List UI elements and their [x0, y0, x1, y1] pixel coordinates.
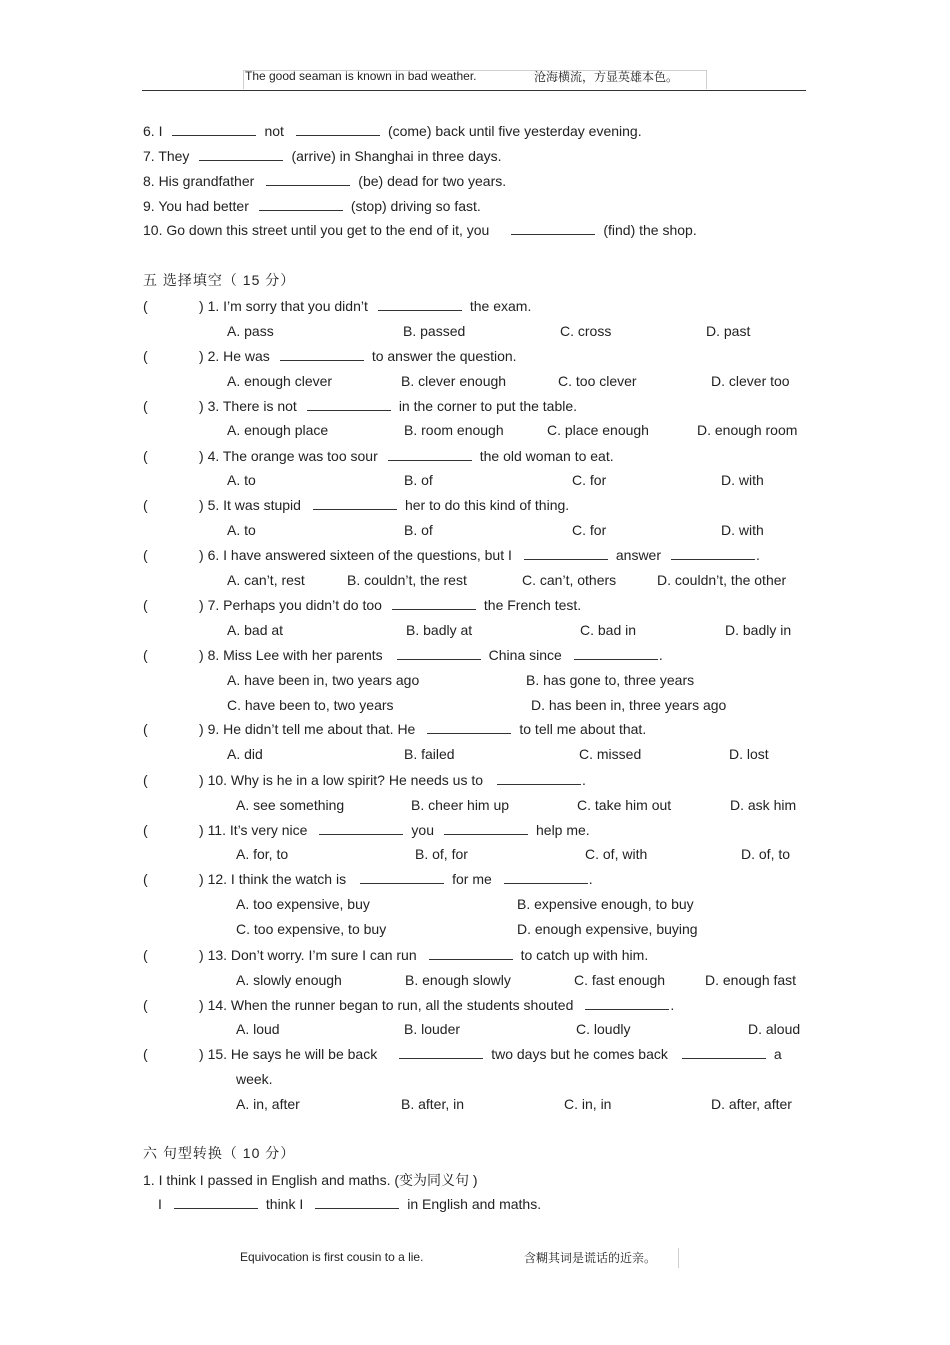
verb-item-9: 9. You had better (stop) driving so fast. — [143, 198, 481, 214]
answer-blank[interactable] — [307, 399, 391, 411]
paren-open: ( — [143, 448, 148, 464]
verb-item-7: 7. They (arrive) in Shanghai in three days. — [143, 148, 502, 164]
option[interactable]: D. couldn’t, the other — [657, 572, 787, 588]
question-8: ) 8. Miss Lee with her parents China since . — [199, 647, 663, 663]
question-1: ) 1. I’m sorry that you didn’t the exam. — [199, 298, 532, 314]
option[interactable]: D. has been in, three years ago — [531, 697, 727, 713]
option[interactable]: C. in, in — [564, 1096, 612, 1112]
question-9: ) 9. He didn’t tell me about that. He to tell me about that. — [199, 721, 647, 737]
option[interactable]: C. too expensive, to buy — [236, 921, 387, 937]
option[interactable]: A. bad at — [227, 622, 284, 638]
option[interactable]: D. clever too — [711, 373, 790, 389]
answer-blank[interactable] — [444, 823, 528, 835]
answer-blank[interactable] — [511, 223, 595, 235]
option[interactable]: C. of, with — [585, 846, 648, 862]
option[interactable]: C. have been to, two years — [227, 697, 394, 713]
section-6-title: 六 句型转换（ 10 分） — [143, 1145, 296, 1161]
answer-blank[interactable] — [199, 149, 283, 161]
header-proverb-zh: 沧海横流，方显英雄本色。 — [534, 70, 679, 84]
answer-blank[interactable] — [399, 1047, 483, 1059]
option[interactable]: B. passed — [403, 323, 466, 339]
option[interactable]: D. after, after — [711, 1096, 792, 1112]
paren-open: ( — [143, 871, 148, 887]
option[interactable]: C. take him out — [577, 797, 672, 813]
verb-item-6: 6. I not (come) back until five yesterday evening. — [143, 123, 642, 139]
option[interactable]: C. missed — [579, 746, 642, 762]
option[interactable]: B. of, for — [415, 846, 468, 862]
option[interactable]: B. of — [404, 472, 433, 488]
option[interactable]: A. loud — [236, 1021, 280, 1037]
answer-blank[interactable] — [392, 598, 476, 610]
option[interactable]: D. enough expensive, buying — [517, 921, 698, 937]
option[interactable]: D. with — [721, 522, 764, 538]
footer-proverb-zh: 含糊其词是谎话的近亲。 — [524, 1251, 657, 1265]
question-4: ) 4. The orange was too sour the old woman to eat. — [199, 448, 614, 464]
paren-open: ( — [143, 772, 148, 788]
option[interactable]: A. in, after — [236, 1096, 300, 1112]
option[interactable]: D. lost — [729, 746, 769, 762]
question-12: ) 12. I think the watch is for me . — [199, 871, 593, 887]
option[interactable]: B. couldn’t, the rest — [347, 572, 467, 588]
option[interactable]: B. cheer him up — [411, 797, 510, 813]
option[interactable]: B. louder — [404, 1021, 461, 1037]
option[interactable]: A. can’t, rest — [227, 572, 305, 588]
answer-blank[interactable] — [259, 199, 343, 211]
question-15-continuation: week. — [236, 1071, 273, 1087]
answer-blank[interactable] — [172, 124, 256, 136]
paren-open: ( — [143, 497, 148, 513]
option[interactable]: D. ask him — [730, 797, 797, 813]
paren-open: ( — [143, 298, 148, 314]
option[interactable]: C. can’t, others — [522, 572, 617, 588]
paren-open: ( — [143, 947, 148, 963]
answer-blank[interactable] — [504, 872, 588, 884]
answer-blank[interactable] — [313, 498, 397, 510]
header-rule — [142, 90, 806, 91]
question-5: ) 5. It was stupid her to do this kind of thing. — [199, 497, 570, 513]
option[interactable]: B. after, in — [401, 1096, 465, 1112]
option[interactable]: C. for — [572, 472, 607, 488]
option[interactable]: D. of, to — [741, 846, 791, 862]
question-14: ) 14. When the runner began to run, all the students shouted . — [199, 997, 675, 1013]
answer-blank[interactable] — [388, 449, 472, 461]
paren-open: ( — [143, 822, 148, 838]
answer-blank[interactable] — [497, 773, 581, 785]
question-7: ) 7. Perhaps you didn’t do too the French test. — [199, 597, 582, 613]
option[interactable]: B. of — [404, 522, 433, 538]
answer-blank[interactable] — [427, 722, 511, 734]
paren-open: ( — [143, 647, 148, 663]
question-15: ) 15. He says he will be back two days but he comes back a — [199, 1046, 782, 1062]
option[interactable]: A. slowly enough — [236, 972, 342, 988]
option[interactable]: D. enough fast — [705, 972, 797, 988]
option[interactable]: D. badly in — [725, 622, 792, 638]
section-5-title: 五 选择填空（ 15 分） — [143, 272, 296, 288]
option[interactable]: A. enough place — [227, 422, 329, 438]
paren-open: ( — [143, 597, 148, 613]
option[interactable]: B. badly at — [406, 622, 473, 638]
option[interactable]: B. enough slowly — [405, 972, 511, 988]
option[interactable]: B. expensive enough, to buy — [517, 896, 694, 912]
paren-open: ( — [143, 398, 148, 414]
footer-proverb-en: Equivocation is first cousin to a lie. — [240, 1250, 424, 1264]
option[interactable]: A. enough clever — [227, 373, 333, 389]
option[interactable]: A. see something — [236, 797, 345, 813]
option[interactable]: C. cross — [560, 323, 612, 339]
question-13: ) 13. Don’t worry. I’m sure I can run to catch up with him. — [199, 947, 649, 963]
option[interactable]: A. pass — [227, 323, 274, 339]
question-11: ) 11. It’s very nice you help me. — [199, 822, 590, 838]
option[interactable]: B. room enough — [404, 422, 504, 438]
answer-blank[interactable] — [315, 1197, 399, 1209]
option[interactable]: A. too expensive, buy — [236, 896, 370, 912]
answer-blank[interactable] — [378, 299, 462, 311]
option[interactable]: C. place enough — [547, 422, 649, 438]
option[interactable]: C. too clever — [558, 373, 637, 389]
option[interactable]: D. past — [706, 323, 751, 339]
answer-blank[interactable] — [429, 948, 513, 960]
question-2: ) 2. He was to answer the question. — [199, 348, 517, 364]
paren-open: ( — [143, 721, 148, 737]
verb-item-8: 8. His grandfather (be) dead for two years. — [143, 173, 507, 189]
option[interactable]: A. to — [227, 522, 256, 538]
answer-blank[interactable] — [682, 1047, 766, 1059]
answer-blank[interactable] — [296, 124, 380, 136]
option[interactable]: B. has gone to, three years — [526, 672, 695, 688]
option[interactable]: A. did — [227, 746, 263, 762]
option[interactable]: B. clever enough — [401, 373, 507, 389]
answer-blank[interactable] — [574, 648, 658, 660]
option[interactable]: B. failed — [404, 746, 455, 762]
header-proverb-en: The good seaman is known in bad weather. — [245, 69, 477, 83]
option[interactable]: A. for, to — [236, 846, 289, 862]
answer-blank[interactable] — [319, 823, 403, 835]
footer-divider — [678, 1248, 679, 1268]
verb-item-10: 10. Go down this street until you get to the end of it, you (find) the shop. — [143, 222, 697, 238]
answer-blank[interactable] — [280, 349, 364, 361]
transform-answer-line: I think I in English and maths. — [158, 1196, 542, 1212]
paren-open: ( — [143, 1046, 148, 1062]
option[interactable]: A. to — [227, 472, 256, 488]
answer-blank[interactable] — [174, 1197, 258, 1209]
option[interactable]: D. with — [721, 472, 764, 488]
question-3: ) 3. There is not in the corner to put the table. — [199, 398, 578, 414]
question-6: ) 6. I have answered sixteen of the questions, but I answer . — [199, 547, 760, 563]
transform-question-1: 1. I think I passed in English and maths. (变为同义句 ) — [143, 1172, 478, 1188]
answer-blank[interactable] — [671, 548, 755, 560]
question-10: ) 10. Why is he in a low spirit? He needs us to . — [199, 772, 586, 788]
option[interactable]: C. fast enough — [574, 972, 666, 988]
answer-blank[interactable] — [524, 548, 608, 560]
answer-blank[interactable] — [266, 174, 350, 186]
answer-blank[interactable] — [397, 648, 481, 660]
option[interactable]: C. bad in — [580, 622, 637, 638]
paren-open: ( — [143, 348, 148, 364]
paren-open: ( — [143, 547, 148, 563]
option[interactable]: D. aloud — [748, 1021, 801, 1037]
option[interactable]: A. have been in, two years ago — [227, 672, 420, 688]
paren-open: ( — [143, 997, 148, 1013]
option[interactable]: C. for — [572, 522, 607, 538]
option[interactable]: D. enough room — [697, 422, 798, 438]
answer-blank[interactable] — [585, 998, 669, 1010]
option[interactable]: C. loudly — [576, 1021, 631, 1037]
answer-blank[interactable] — [360, 872, 444, 884]
